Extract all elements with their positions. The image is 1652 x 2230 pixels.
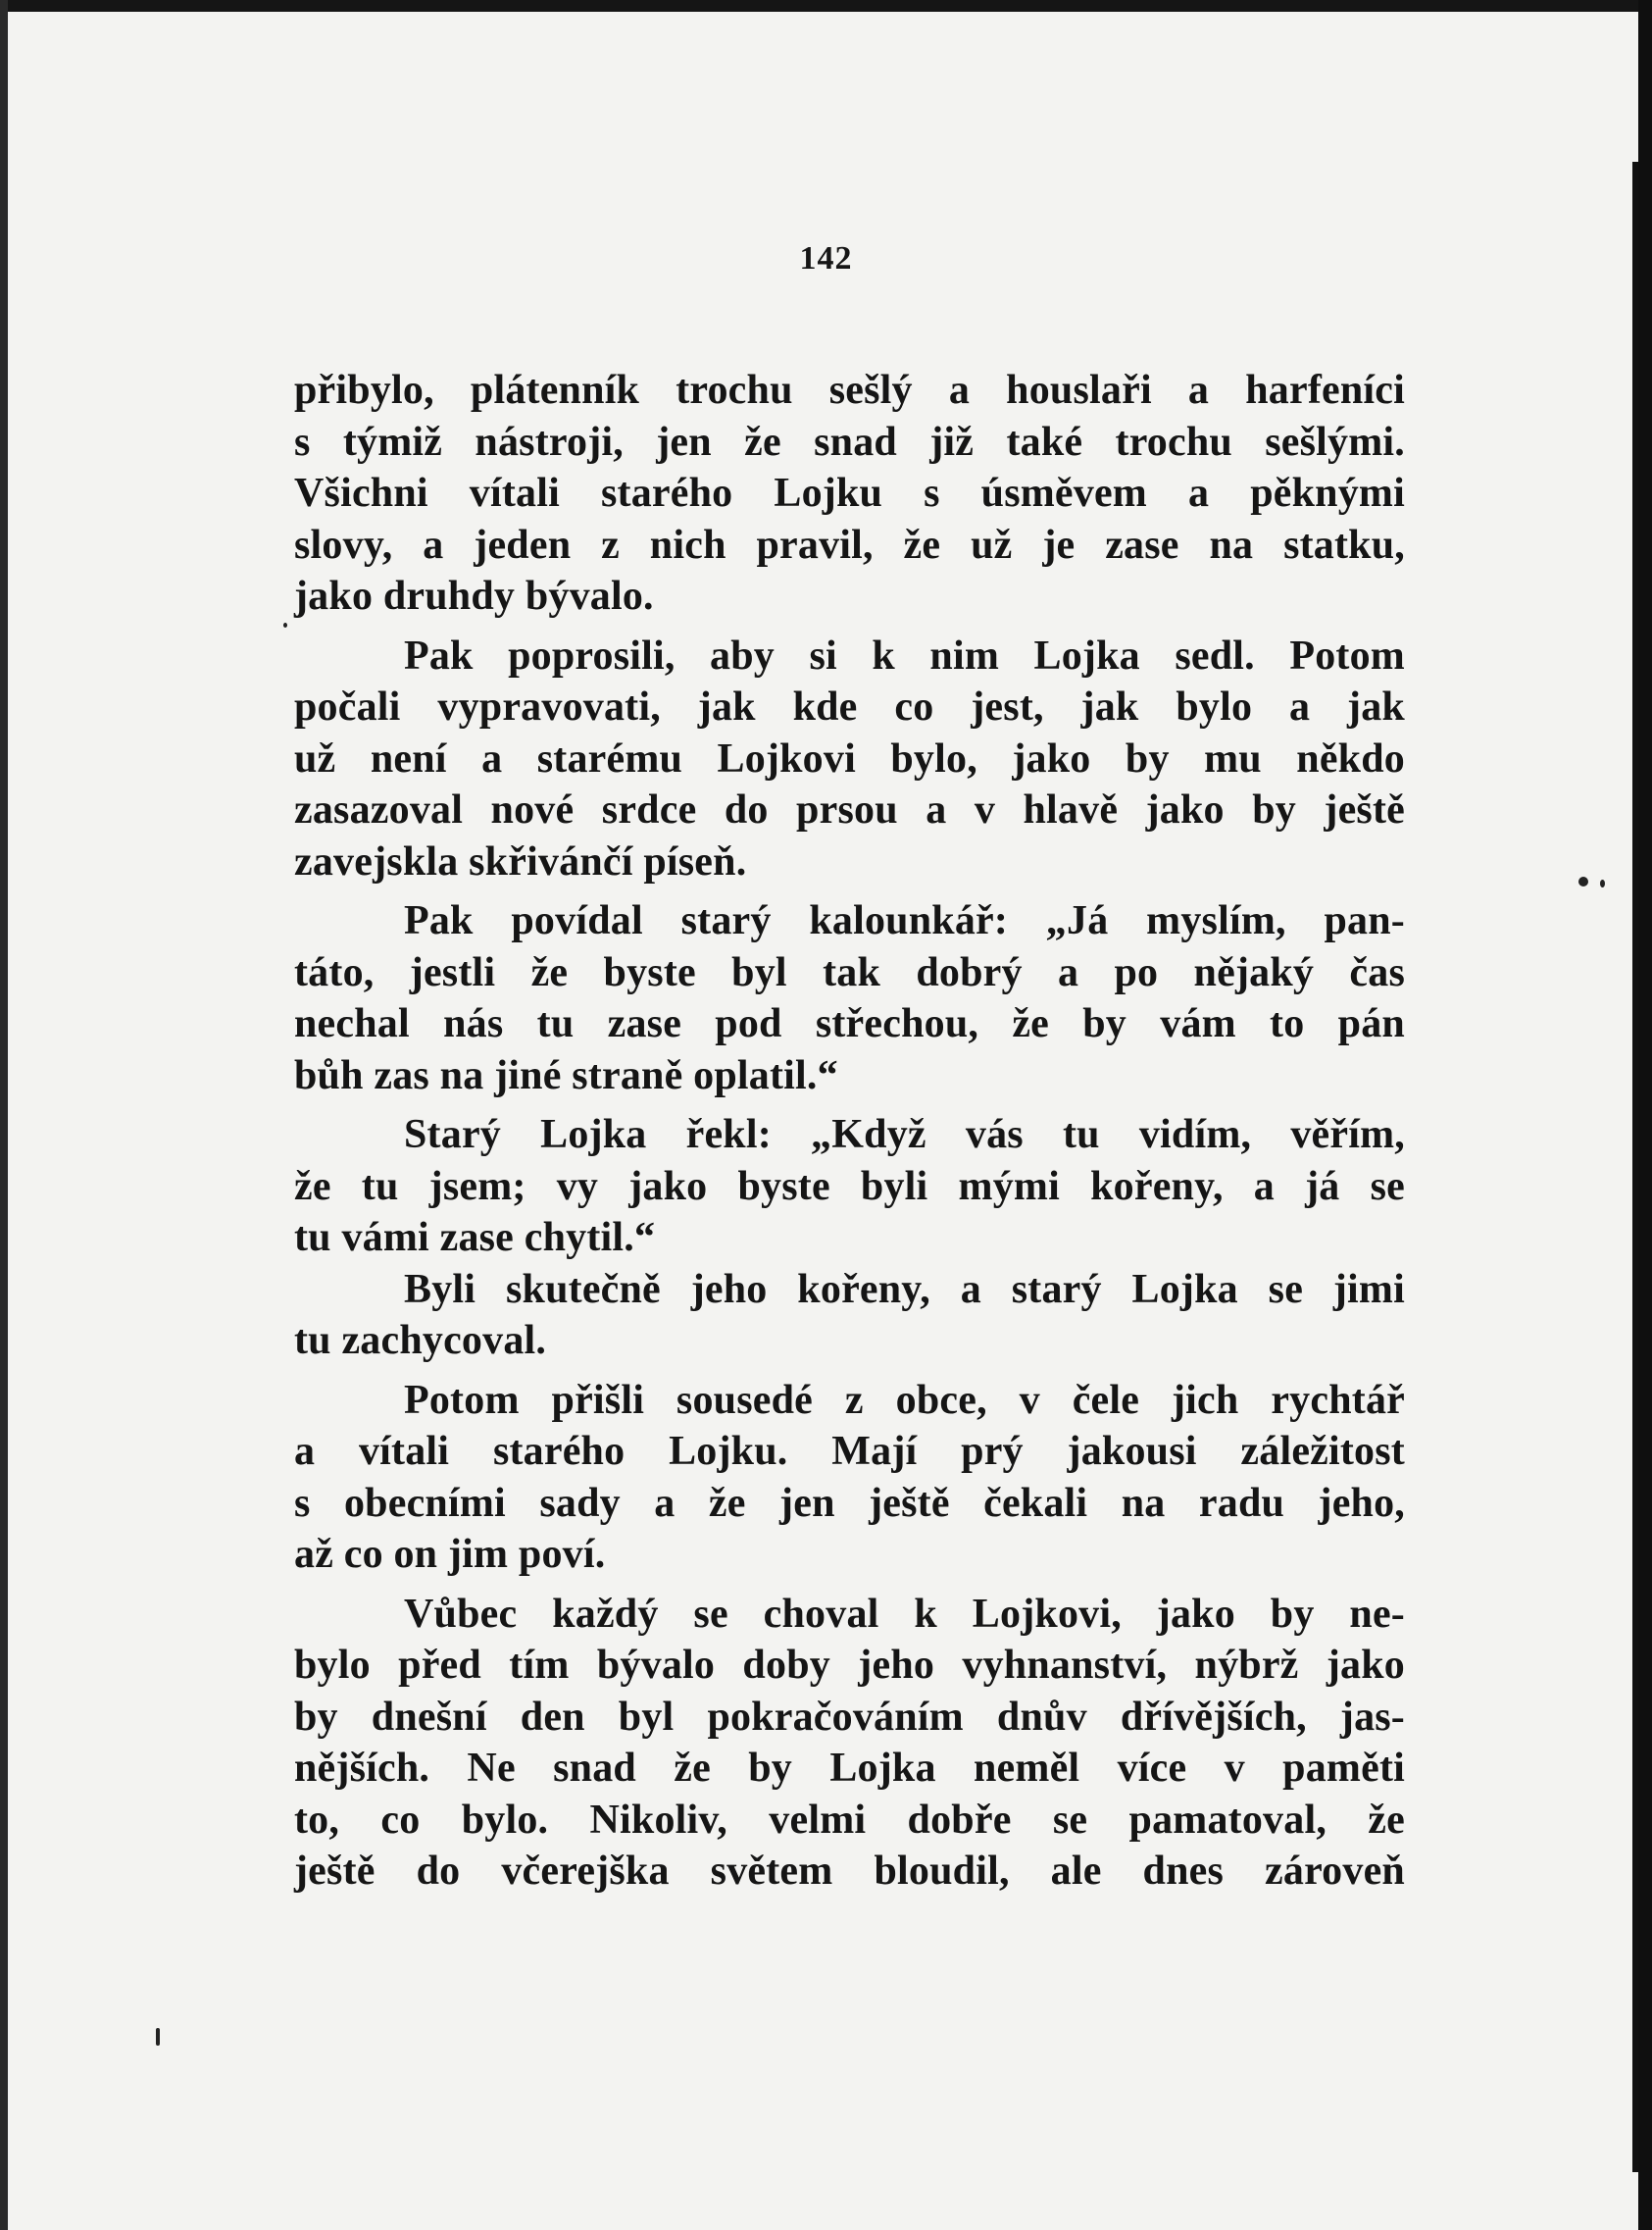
text-line: zasazoval nové srdce do prsou a v hlavě jako by ještě	[294, 787, 1405, 833]
text-line: Potom přišli sousedé z obce, v čele jich rychtář	[404, 1377, 1405, 1423]
text-line: s obecními sady a že jen ještě čekali na radu jeho,	[294, 1480, 1405, 1526]
text-line: Pak povídal starý kalounkář: „Já myslím, pan-	[404, 898, 1405, 943]
text-line: přibylo, plátenník trochu sešlý a houslaři a harfeníci	[294, 368, 1405, 413]
speck-3	[156, 2028, 160, 2046]
body-text	[294, 365, 1405, 1898]
text-line: s týmiž nástroji, jen že snad již také trochu sešlými.	[294, 419, 1405, 465]
paragraph-7	[294, 1589, 1405, 1898]
scan-right-shadow	[1632, 162, 1638, 2172]
paragraph-6	[294, 1375, 1405, 1581]
speck-4	[283, 623, 287, 628]
text-line: Byli skutečně jeho kořeny, a starý Lojka se jimi	[404, 1266, 1405, 1312]
paragraph-4	[294, 1109, 1405, 1264]
scan-right-border	[1638, 0, 1652, 2230]
scan-top-border	[0, 0, 1652, 12]
text-line: Všichni vítali starého Lojku s úsměvem a pěknými	[294, 471, 1405, 516]
text-line: a vítali starého Lojku. Mají prý jakousi záležitost	[294, 1429, 1405, 1474]
text-line: slovy, a jeden z nich pravil, že už je zase na statku,	[294, 522, 1405, 568]
text-line: že tu jsem; vy jako byste byli mými kořeny, a já se	[294, 1163, 1405, 1209]
text-line: Pak poprosili, aby si k nim Lojka sedl. Potom	[404, 633, 1405, 679]
paragraph-2	[294, 631, 1405, 888]
text-line: bůh zas na jiné straně oplatil.“	[294, 1052, 838, 1098]
text-line: tu zachycoval.	[294, 1318, 547, 1363]
text-line: by dnešní den byl pokračováním dnův dřívějších, jas-	[294, 1694, 1405, 1740]
text-line: to, co bylo. Nikoliv, velmi dobře se pamatoval, že	[294, 1797, 1405, 1843]
text-line: ještě do včerejška světem bloudil, ale dnes zároveň	[294, 1849, 1405, 1894]
text-line: jako druhdy bývalo.	[294, 574, 654, 619]
scan-left-border	[0, 0, 8, 2230]
text-line: už není a starému Lojkovi bylo, jako by mu někdo	[294, 735, 1405, 782]
text-line: až co on jim poví.	[294, 1532, 606, 1577]
paragraph-1	[294, 365, 1405, 623]
page-number: 142	[799, 240, 853, 277]
text-line: Vůbec každý se choval k Lojkovi, jako by ne-	[404, 1591, 1405, 1637]
speck-1	[1578, 877, 1588, 887]
paragraph-3	[294, 895, 1405, 1101]
text-line: nějších. Ne snad že by Lojka neměl více v paměti	[294, 1746, 1405, 1791]
text-line: počali vypravovati, jak kde co jest, jak bylo a jak	[294, 684, 1405, 730]
speck-2	[1600, 880, 1605, 887]
text-line: bylo před tím bývalo doby jeho vyhnanství, nýbrž jako	[294, 1643, 1405, 1688]
text-line: tu vámi zase chytil.“	[294, 1215, 656, 1260]
paragraph-5	[294, 1264, 1405, 1367]
text-line: nechal nás tu zase pod střechou, že by vám to pán	[294, 1001, 1405, 1046]
text-line: Starý Lojka řekl: „Když vás tu vidím, věřím,	[404, 1112, 1405, 1157]
text-line: zavejskla skřivánčí píseň.	[294, 838, 747, 885]
text-line: táto, jestli že byste byl tak dobrý a po nějaký čas	[294, 949, 1405, 995]
